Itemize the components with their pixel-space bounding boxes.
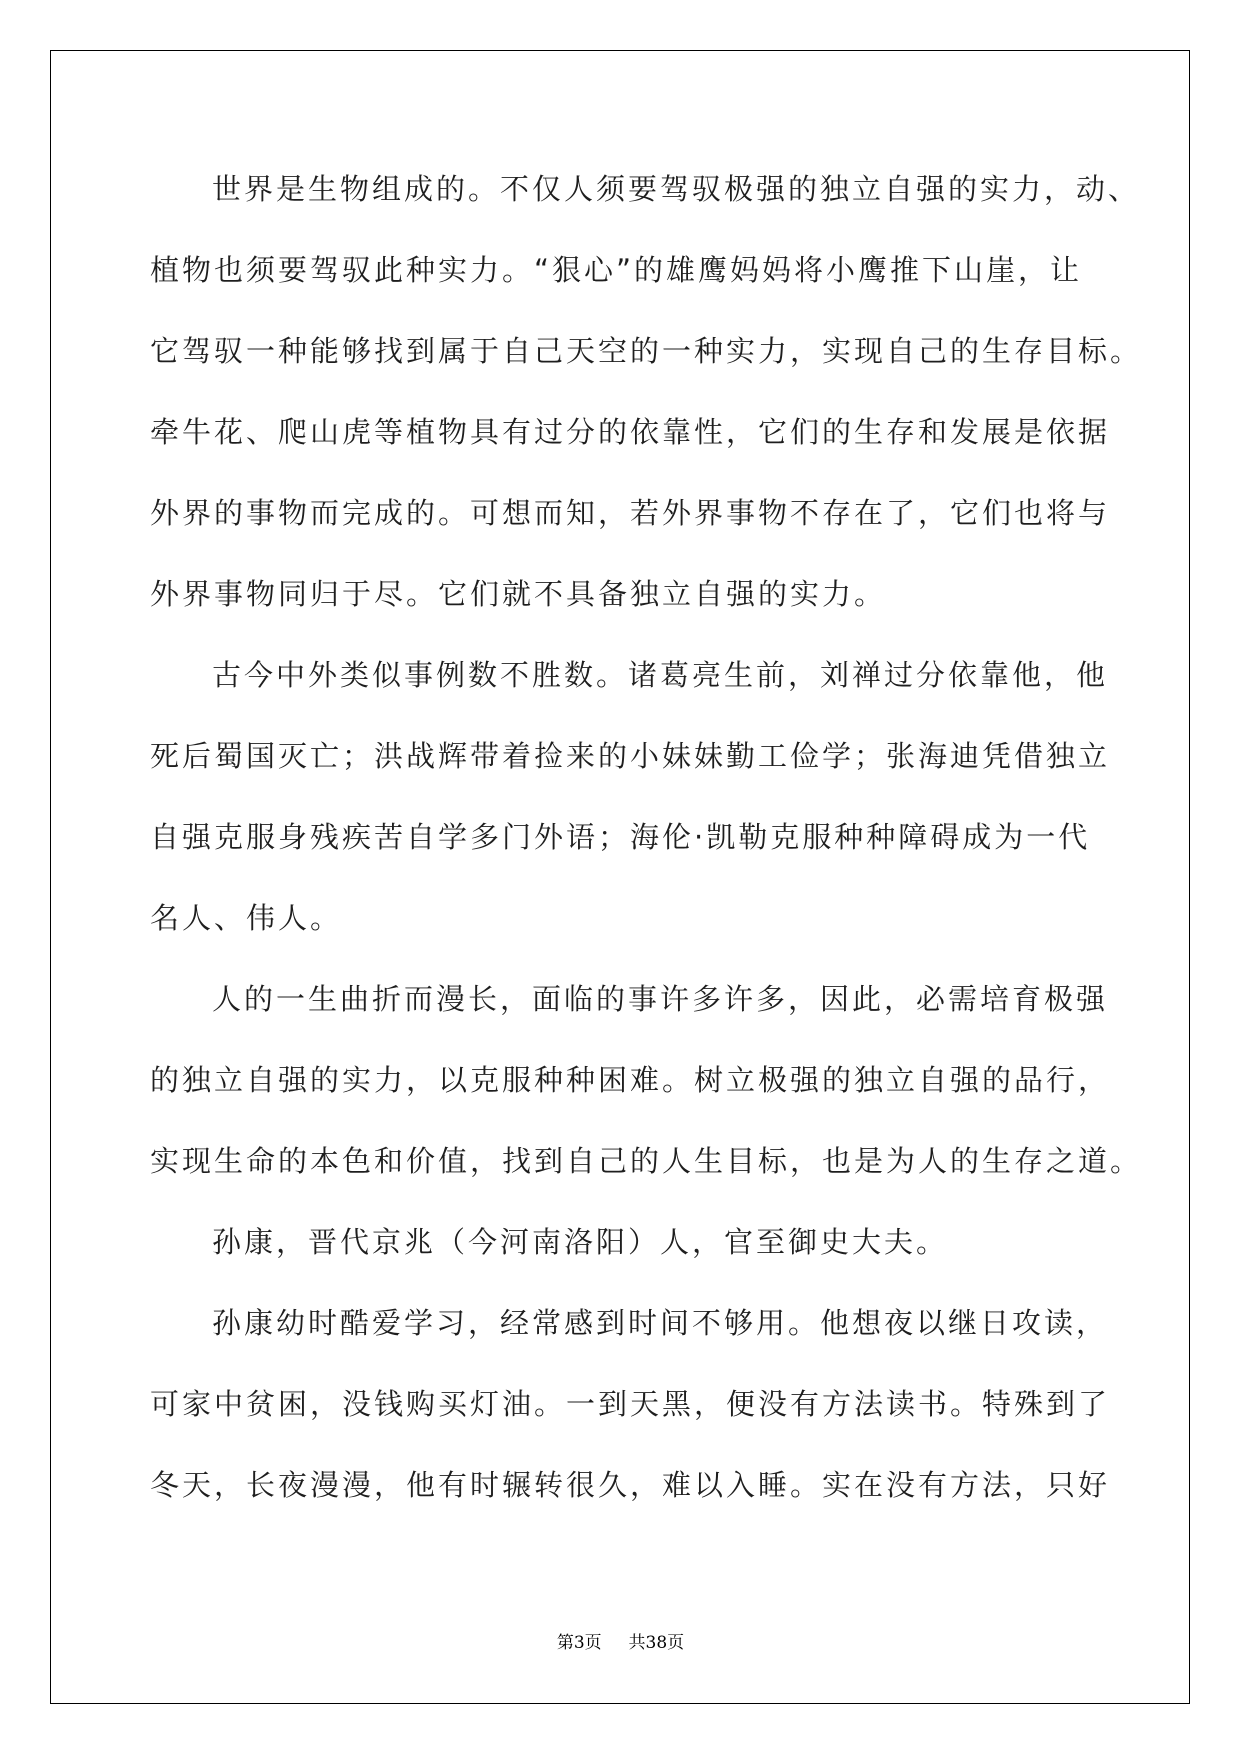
page-border <box>50 50 1190 1704</box>
text-line: 植物也须要驾驭此种实力。“狠心”的雄鹰妈妈将小鹰推下山崖，让 <box>150 253 1083 287</box>
page-total: 共38页 <box>628 1633 685 1653</box>
text-line: 实现生命的本色和价值，找到自己的人生目标，也是为人的生存之道。 <box>150 1144 1143 1178</box>
text-line: 牵牛花、爬山虎等植物具有过分的依靠性，它们的生存和发展是依据 <box>150 415 1111 449</box>
text-line: 的独立自强的实力，以克服种种困难。树立极强的独立自强的品行， <box>150 1063 1111 1097</box>
text-line: 死后蜀国灭亡；洪战辉带着捡来的小妹妹勤工俭学；张海迪凭借独立 <box>150 739 1111 773</box>
text-line: 人的一生曲折而漫长，面临的事许多许多，因此，必需培育极强 <box>212 982 1109 1016</box>
text-line: 自强克服身残疾苦自学多门外语；海伦·凯勒克服种种障碍成为一代 <box>150 820 1091 854</box>
text-line: 它驾驭一种能够找到属于自己天空的一种实力，实现自己的生存目标。 <box>150 334 1143 368</box>
text-line: 孙康幼时酷爱学习，经常感到时间不够用。他想夜以继日攻读， <box>212 1306 1109 1340</box>
text-line: 孙康，晋代京兆（今河南洛阳）人，官至御史大夫。 <box>212 1225 949 1259</box>
text-line: 外界事物同归于尽。它们就不具备独立自强的实力。 <box>150 577 887 611</box>
text-line: 可家中贫困，没钱购买灯油。一到天黑，便没有方法读书。特殊到了 <box>150 1387 1111 1421</box>
page-footer <box>0 1628 1241 1653</box>
text-line: 外界的事物而完成的。可想而知，若外界事物不存在了，它们也将与 <box>150 496 1111 530</box>
text-line: 古今中外类似事例数不胜数。诸葛亮生前，刘禅过分依靠他，他 <box>212 658 1109 692</box>
text-line: 冬天，长夜漫漫，他有时辗转很久，难以入睡。实在没有方法，只好 <box>150 1468 1111 1502</box>
text-line: 世界是生物组成的。不仅人须要驾驭极强的独立自强的实力，动、 <box>212 172 1141 206</box>
text-line: 名人、伟人。 <box>150 901 343 935</box>
page-number: 第3页 <box>556 1633 602 1653</box>
